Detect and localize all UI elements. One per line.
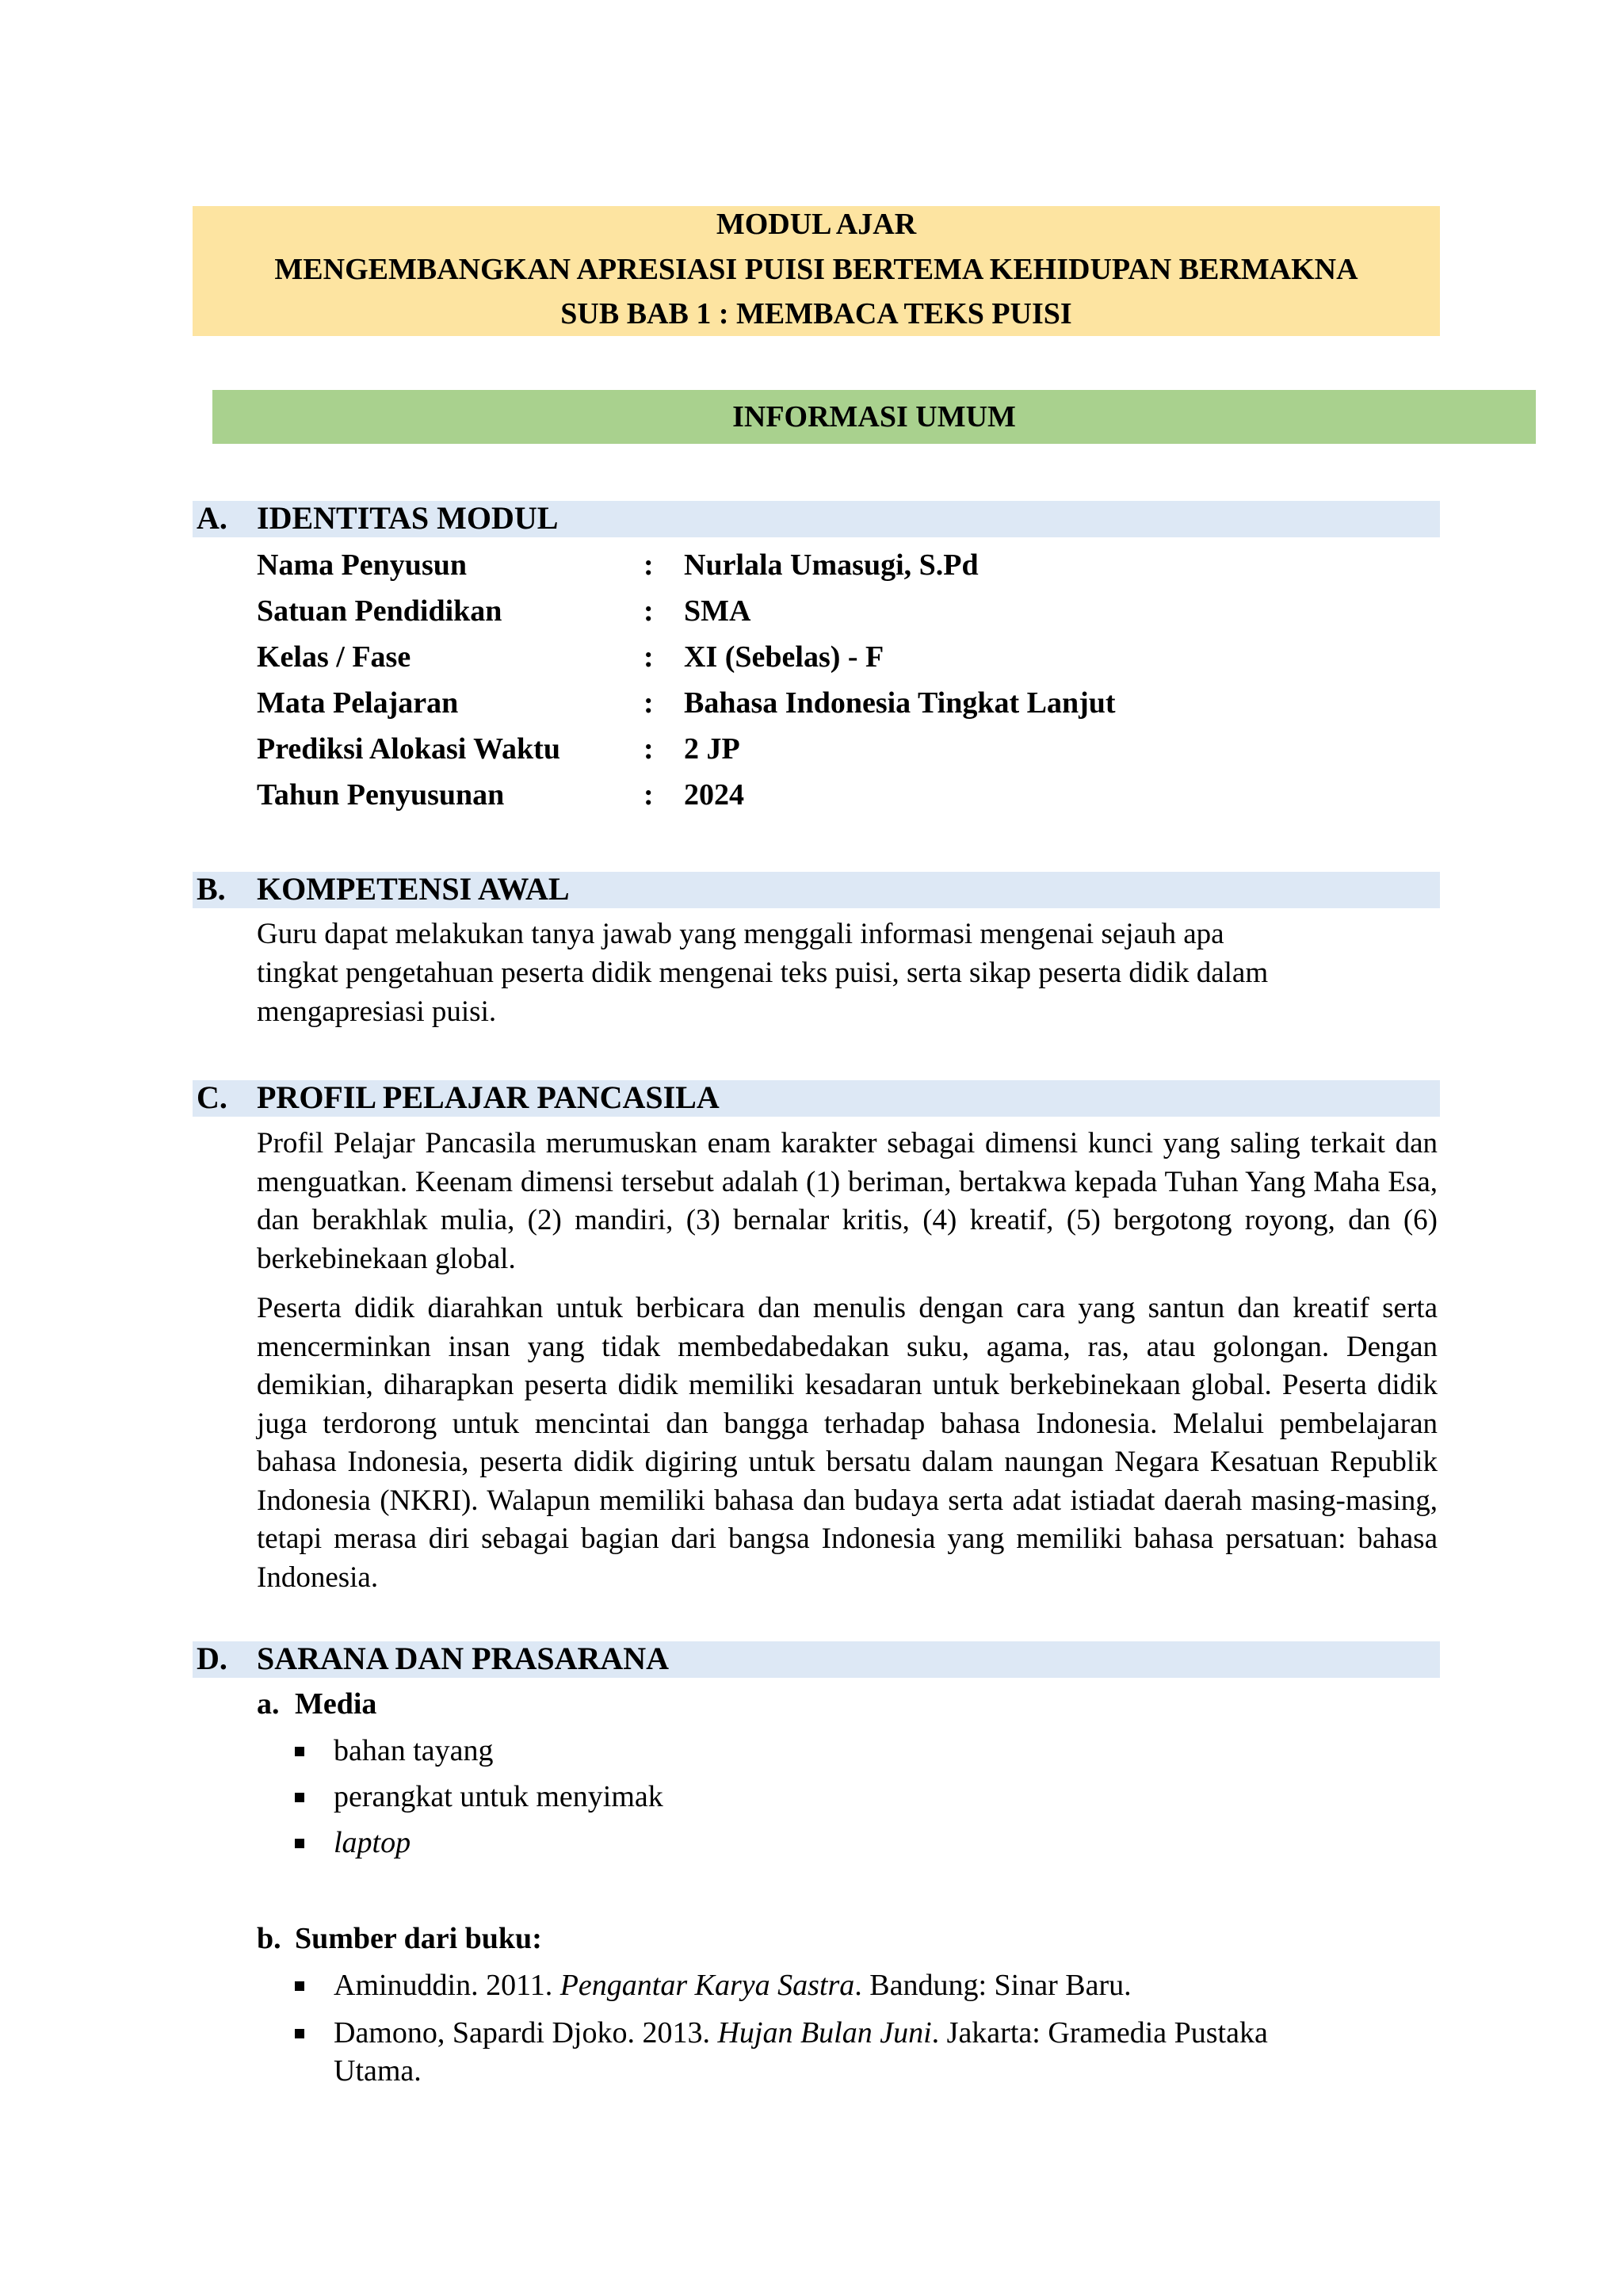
sources-heading: Sumber dari buku: [295, 1922, 542, 1955]
identity-colon: : [643, 594, 654, 628]
section-c-paragraph-1: Profil Pelajar Pancasila merumuskan enam karakter sebagai dimensi kunci yang saling terkait dan menguatkan. Keenam dimensi tersebut adalah (1) beriman, bertakwa kepada Tuhan Yang Maha Esa, dan berakhlak mulia, (2) mandiri, (3) bernalar kritis, (4) kreatif, (5) bergotong royong, dan (6) berkebinekaan global. [257, 1127, 1438, 1275]
reference-author-year: Damono, Sapardi Djoko. 2013. [334, 2016, 718, 2050]
identity-label: Satuan Pendidikan [257, 594, 502, 628]
identity-value: XI (Sebelas) - F [684, 640, 884, 674]
media-item: bahan tayang [334, 1734, 494, 1767]
bullet-icon [295, 2029, 304, 2038]
identity-value: Bahasa Indonesia Tingkat Lanjut [684, 686, 1116, 720]
media-heading: Media [295, 1687, 377, 1721]
section-a-title: IDENTITAS MODUL [257, 500, 559, 536]
section-c-paragraph-2: Peserta didik diarahkan untuk berbicara dan menulis dengan cara yang santun dan kreatif serta mencerminkan insan yang tidak membedabedakan suku, agama, ras, atau golongan. Dengan demikian, diharapkan peserta didik memiliki kesadaran untuk berkebinekaan global. Peserta didik juga terdorong untuk mencintai dan bangga terhadap bahasa Indonesia. Melalui pembelajaran bahasa Indonesia, peserta didik digiring untuk bersatu dalam naungan Negara Kesatuan Republik Indonesia (NKRI). Walapun memiliki bahasa dan budaya serta adat istiadat daerah masing-masing, tetapi merasa diri sebagai bagian dari bangsa Indonesia yang memiliki bahasa persatuan: bahasa Indonesia. [257, 1292, 1438, 1594]
identity-value: 2024 [684, 778, 744, 812]
identity-colon: : [643, 686, 654, 720]
module-subtitle: MENGEMBANGKAN APRESIASI PUISI BERTEMA KEHIDUPAN BERMAKNA [274, 253, 1358, 286]
section-b-line: mengapresiasi puisi. [257, 995, 497, 1028]
reference-item [334, 2014, 1427, 2052]
identity-label: Tahun Penyusunan [257, 778, 505, 812]
reference-continuation: Utama. [334, 2054, 422, 2088]
module-title: MODUL AJAR [716, 208, 917, 241]
identity-value: 2 JP [684, 732, 740, 766]
section-b-line: Guru dapat melakukan tanya jawab yang menggali informasi mengenai sejauh apa [257, 918, 1224, 950]
identity-colon: : [643, 778, 654, 812]
media-letter: a. [257, 1687, 280, 1721]
sources-letter: b. [257, 1922, 281, 1955]
reference-book-title: Pengantar Karya Sastra [559, 1969, 855, 2002]
reference-publisher: . Bandung: Sinar Baru. [854, 1969, 1132, 2002]
identity-colon: : [643, 548, 654, 582]
media-item: laptop [334, 1826, 411, 1859]
section-b-title: KOMPETENSI AWAL [257, 871, 570, 907]
identity-label: Kelas / Fase [257, 640, 411, 674]
section-c-title: PROFIL PELAJAR PANCASILA [257, 1079, 720, 1115]
reference-book-title: Hujan Bulan Juni [717, 2016, 932, 2050]
identity-label: Mata Pelajaran [257, 686, 459, 720]
reference-author-year: Aminuddin. 2011. [334, 1969, 560, 2002]
section-c-letter: C. [197, 1079, 227, 1115]
bullet-icon [295, 1793, 304, 1802]
section-b-letter: B. [197, 871, 226, 907]
bullet-icon [295, 1981, 304, 1991]
media-item: perangkat untuk menyimak [334, 1780, 663, 1813]
reference-item [334, 1966, 1427, 2004]
section-d-title: SARANA DAN PRASARANA [257, 1641, 670, 1676]
identity-label: Nama Penyusun [257, 548, 467, 582]
identity-colon: : [643, 732, 654, 766]
section-b-line: tingkat pengetahuan peserta didik mengenai teks puisi, serta sikap peserta didik dalam [257, 957, 1269, 989]
section-d-letter: D. [197, 1641, 227, 1676]
identity-label: Prediksi Alokasi Waktu [257, 732, 560, 766]
section-a-letter: A. [197, 500, 227, 536]
general-info-bar [212, 390, 1536, 444]
module-title-box [193, 206, 1440, 336]
sub-chapter-title: SUB BAB 1 : MEMBACA TEKS PUISI [560, 297, 1072, 330]
identity-value: Nurlala Umasugi, S.Pd [684, 548, 979, 582]
identity-colon: : [643, 640, 654, 674]
general-info-heading: INFORMASI UMUM [732, 400, 1016, 434]
reference-publisher: . Jakarta: Gramedia Pustaka [931, 2016, 1268, 2050]
bullet-icon [295, 1747, 304, 1756]
identity-value: SMA [684, 594, 751, 628]
bullet-icon [295, 1839, 304, 1848]
